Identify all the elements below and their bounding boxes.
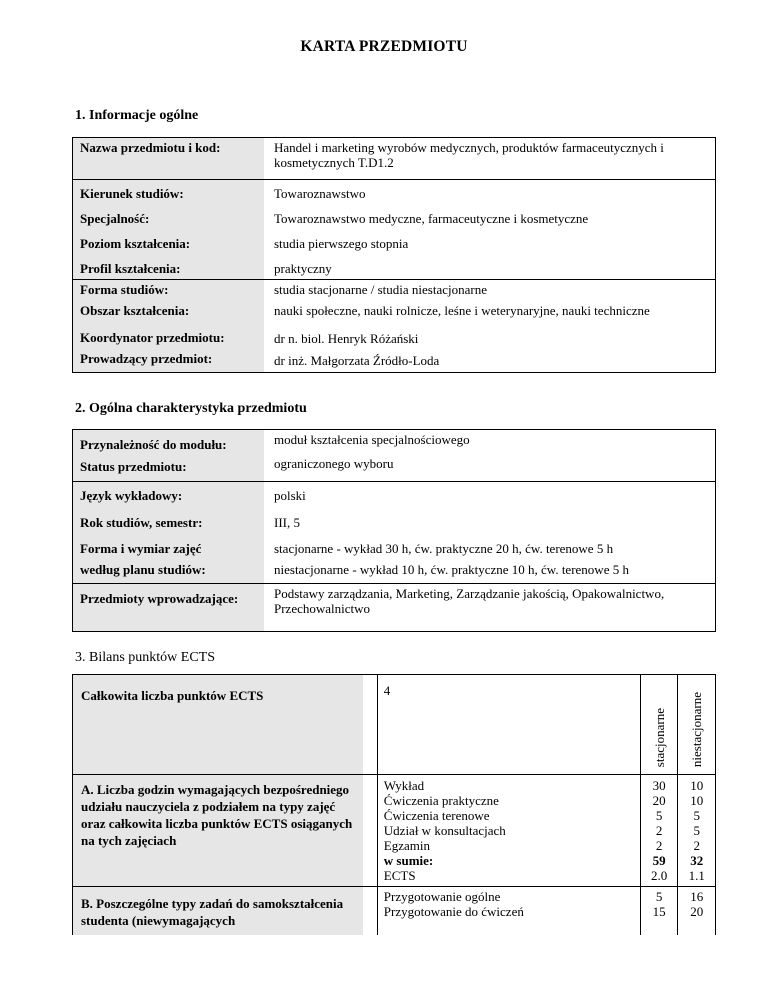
info-value: Handel i marketing wyrobów medycznych, produktów farmaceutycznych i kosmetycznych T.D1.2 xyxy=(264,138,716,180)
table-cell: 5 xyxy=(693,823,700,838)
list-item: Wykład xyxy=(383,778,425,793)
document-title: KARTA PRZEDMIOTU xyxy=(300,38,468,55)
ects-balance-table xyxy=(72,674,716,935)
ects-b-col2 xyxy=(678,887,716,936)
col-header-niestacjonarne xyxy=(678,675,716,775)
info-value: studia pierwszego stopnia xyxy=(274,235,409,251)
list-item: Przygotowanie do ćwiczeń xyxy=(383,904,524,919)
info-value: niestacjonarne - wykład 10 h, ćw. praktyczne 10 h, ćw. terenowe 5 h xyxy=(264,559,716,583)
info-value: Towaroznawstwo medyczne, farmaceutyczne i kosmetyczne xyxy=(274,210,589,226)
info-value: stacjonarne - wykład 30 h, ćw. praktyczne 20 h, ćw. terenowe 5 h xyxy=(274,541,614,556)
list-item: Ćwiczenia praktyczne xyxy=(383,793,499,808)
ects-a-label: A. Liczba godzin wymagających bezpośredniego udziału nauczyciela z podziałem na typy zajęć oraz całkowita liczba punktów ECTS osiąganych na tych zajęciach xyxy=(73,775,364,887)
col-header-label: niestacjonarne xyxy=(689,691,705,767)
section-1-heading: 1. Informacje ogólne xyxy=(75,108,199,123)
info-label: Prowadzący przedmiot: xyxy=(73,348,265,372)
list-item: Udział w konsultacjach xyxy=(383,823,506,838)
info-value: dr inż. Małgorzata Źródło-Loda xyxy=(274,353,440,368)
col-header-label: stacjonarne xyxy=(651,707,667,767)
ects-b-items xyxy=(377,887,640,936)
list-item: ECTS xyxy=(383,868,416,883)
info-label: Przynależność do modułu: xyxy=(73,430,265,455)
table-cell: 2 xyxy=(655,838,663,853)
general-info-table xyxy=(72,137,716,373)
characteristics-table xyxy=(72,429,716,632)
ects-a-items xyxy=(377,775,640,887)
info-value: polski xyxy=(274,487,306,503)
table-cell: 2 xyxy=(655,823,663,838)
table-cell: 15 xyxy=(652,904,666,919)
table-cell: 20 xyxy=(690,904,704,919)
info-label: Status przedmiotu: xyxy=(73,454,265,481)
info-value: praktyczny xyxy=(264,256,716,280)
section-2-heading: 2. Ogólna charakterystyka przedmiotu xyxy=(75,401,307,416)
table-cell: 2.0 xyxy=(650,868,668,883)
info-label: Forma studiów: xyxy=(73,280,265,300)
table-cell: 1.1 xyxy=(688,868,705,883)
info-value: Towaroznawstwo xyxy=(274,186,366,201)
ects-total-value: 4 xyxy=(377,675,640,775)
info-label: Specjalność: xyxy=(73,206,265,231)
ects-a-col2 xyxy=(678,775,716,887)
info-label: Forma i wymiar zajęć xyxy=(73,537,265,559)
section-3-heading: 3. Bilans punktów ECTS xyxy=(75,650,216,665)
list-item: Przygotowanie ogólne xyxy=(383,889,501,904)
info-label: według planu studiów: xyxy=(73,559,265,583)
info-value: studia stacjonarne / studia niestacjonarne xyxy=(274,282,487,297)
col-header-stacjonarne xyxy=(640,675,678,775)
table-cell: 32 xyxy=(690,853,704,868)
ects-b-label: B. Poszczególne typy zadań do samokształcenia studenta (niewymagających xyxy=(73,887,364,936)
info-label: Kierunek studiów: xyxy=(73,180,265,206)
table-cell: 2 xyxy=(693,838,700,853)
info-value: III, 5 xyxy=(274,515,300,530)
info-label: Język wykładowy: xyxy=(73,481,265,509)
info-label: Rok studiów, semestr: xyxy=(73,509,265,537)
info-label: Koordynator przedmiotu: xyxy=(73,324,265,348)
info-value: dr n. biol. Henryk Różański xyxy=(274,331,419,346)
table-cell: 16 xyxy=(690,889,704,904)
info-label: Przedmioty wprowadzające: xyxy=(73,583,265,631)
table-cell: 5 xyxy=(655,808,663,823)
info-value: ograniczonego wyboru xyxy=(264,454,716,481)
info-label: Obszar kształcenia: xyxy=(73,299,265,324)
info-value: Podstawy zarządzania, Marketing, Zarządzanie jakością, Opakowalnictwo, Przechowalnictwo xyxy=(274,585,665,616)
info-value: moduł kształcenia specjalnościowego xyxy=(274,432,470,447)
table-cell: 30 xyxy=(652,778,666,793)
table-cell: 5 xyxy=(655,889,663,904)
ects-total-label: Całkowita liczba punktów ECTS xyxy=(73,675,364,775)
info-label: Nazwa przedmiotu i kod: xyxy=(73,138,265,180)
ects-a-col1 xyxy=(640,775,678,887)
list-item: Ćwiczenia terenowe xyxy=(383,808,490,823)
info-value: nauki społeczne, nauki rolnicze, leśne i weterynaryjne, nauki techniczne xyxy=(274,303,650,318)
table-cell: 10 xyxy=(690,793,704,808)
table-cell: 10 xyxy=(690,778,704,793)
info-label: Profil kształcenia: xyxy=(73,256,265,280)
list-item: w sumie: xyxy=(383,853,434,868)
info-label: Poziom kształcenia: xyxy=(73,231,265,256)
table-cell: 59 xyxy=(652,853,666,868)
table-cell: 5 xyxy=(693,808,700,823)
ects-b-col1 xyxy=(640,887,678,936)
table-cell: 20 xyxy=(652,793,666,808)
list-item: Egzamin xyxy=(383,838,430,853)
